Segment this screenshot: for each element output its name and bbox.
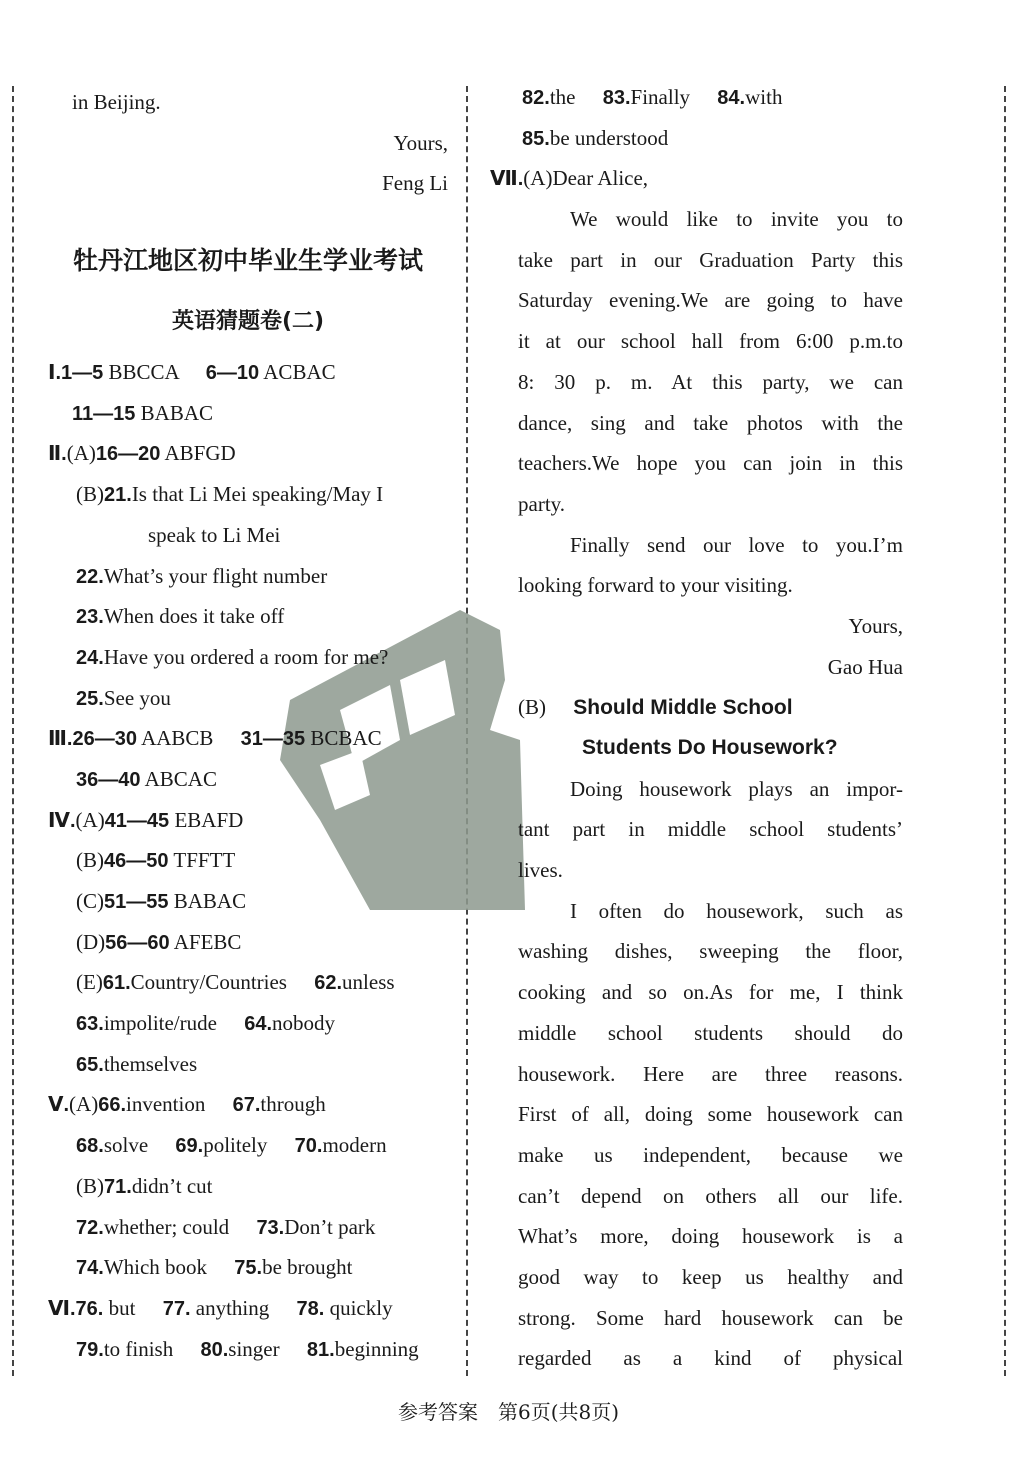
part-label: (B) xyxy=(76,482,104,507)
essay-line: I often do housework, such as xyxy=(570,898,903,923)
item-answer: politely xyxy=(203,1133,268,1158)
section-label: Ⅳ. xyxy=(48,809,76,832)
section-4-part-d xyxy=(48,922,448,963)
item-answer: Have you ordered a room for me? xyxy=(103,644,389,669)
answer-key: BCBAC xyxy=(310,726,382,751)
item-number: 78. xyxy=(296,1297,325,1320)
essay-line: washing dishes, sweeping the floor, xyxy=(518,939,903,964)
item-number: 24. xyxy=(76,646,104,669)
item-answer: whether; could xyxy=(103,1214,230,1239)
item-65 xyxy=(48,1044,448,1085)
item-answer: Which book xyxy=(103,1255,208,1280)
item-answer: invention xyxy=(126,1092,206,1117)
item-number: 73. xyxy=(256,1216,285,1239)
item-number: 76. xyxy=(75,1297,104,1320)
essay-line: What’s more, doing housework is a xyxy=(518,1224,903,1249)
item-number: 82. xyxy=(522,87,550,109)
part-label: (D) xyxy=(76,929,106,954)
item-number: 22. xyxy=(76,565,104,588)
item-answer: When does it take off xyxy=(103,604,285,629)
answer-range: 56—60 xyxy=(105,931,170,954)
essay-line: cooking and so on.As for me, I think xyxy=(518,980,903,1005)
item-answer: through xyxy=(260,1092,326,1117)
exam-subtitle: 英语猜题卷(二) xyxy=(171,309,325,335)
part-label: (A) xyxy=(523,166,553,191)
letter-end-line: in Beijing. xyxy=(72,90,161,114)
item-answer: anything xyxy=(195,1295,270,1320)
right-column xyxy=(490,0,903,1379)
letter-line: it at our school hall from 6:00 p.m.to xyxy=(518,329,903,354)
page-footer: 参考答案 第6页(共8页) xyxy=(397,1400,620,1424)
item-answer: with xyxy=(745,85,783,109)
item-number: 77. xyxy=(162,1297,191,1320)
letter-line: dance, sing and take photos with the xyxy=(518,410,903,435)
essay-line: housework. Here are three reasons. xyxy=(518,1061,903,1086)
section-2-part-a xyxy=(48,433,448,474)
item-answer: be brought xyxy=(262,1255,353,1280)
section-label: Ⅱ. xyxy=(48,443,67,466)
left-column xyxy=(48,0,448,1369)
item-number: 74. xyxy=(76,1257,104,1280)
section-4-part-b xyxy=(48,840,448,881)
item-answer: Finally xyxy=(630,85,691,109)
letter-signature: Gao Hua xyxy=(827,654,903,679)
exam-title: 牡丹江地区初中毕业生学业考试 xyxy=(72,246,423,276)
section-label: Ⅴ. xyxy=(48,1094,70,1117)
item-answer: beginning xyxy=(334,1336,419,1361)
item-number: 62. xyxy=(314,972,343,995)
answer-range: 1—5 xyxy=(61,362,104,385)
answer-key: BABAC xyxy=(173,889,247,913)
item-number: 63. xyxy=(76,1013,104,1036)
column-divider-left xyxy=(12,86,14,1376)
items-68-70 xyxy=(48,1125,448,1166)
item-21-cont: speak to Li Mei xyxy=(148,522,281,547)
section-7-part-a xyxy=(490,158,903,199)
essay-line: tant part in middle school students’ xyxy=(518,817,903,842)
essay-line: First of all, doing some housework can xyxy=(518,1102,903,1127)
answer-range: 31—35 xyxy=(240,728,306,751)
letter-line: Finally send our love to you.I’m xyxy=(570,532,903,557)
items-74-75 xyxy=(48,1247,448,1288)
letter-line: Saturday evening.We are going to have xyxy=(518,288,903,313)
section-3-line-1 xyxy=(48,718,448,759)
item-answer: Is that Li Mei speaking/May I xyxy=(131,482,384,507)
items-82-84 xyxy=(518,77,903,118)
item-answer: be understood xyxy=(549,125,669,150)
item-21 xyxy=(48,474,448,515)
answer-key: AABCB xyxy=(141,726,214,751)
item-number: 85. xyxy=(522,127,550,150)
part-label: (A) xyxy=(75,807,105,832)
item-answer: See you xyxy=(103,685,171,710)
answer-range: 36—40 xyxy=(76,768,141,791)
item-number: 79. xyxy=(76,1338,104,1361)
essay-line: can’t depend on others all our life. xyxy=(518,1183,903,1208)
part-label: (A) xyxy=(66,441,96,466)
item-answer: singer xyxy=(228,1336,280,1361)
section-1-line-2 xyxy=(48,393,448,434)
item-23 xyxy=(48,596,448,637)
section-6-line-1 xyxy=(48,1288,448,1329)
item-number: 71. xyxy=(104,1175,132,1198)
letter-line: 8: 30 p. m. At this party, we can xyxy=(518,369,903,394)
item-24 xyxy=(48,637,448,678)
section-label: Ⅰ. xyxy=(48,362,61,385)
item-answer: Country/Countries xyxy=(130,970,287,995)
item-number: 81. xyxy=(306,1338,335,1361)
part-label: (B) xyxy=(76,848,104,873)
answer-key: ACBAC xyxy=(263,360,336,385)
letter-line: We would like to invite you to xyxy=(570,207,903,232)
answer-key: BABAC xyxy=(140,400,213,425)
item-85 xyxy=(518,118,903,159)
section-5-part-a xyxy=(48,1084,448,1125)
part-label: (C) xyxy=(76,889,104,913)
answer-key: AFEBC xyxy=(173,929,242,954)
section-4-part-c xyxy=(48,881,448,922)
part-label: (A) xyxy=(69,1092,99,1117)
item-number: 70. xyxy=(294,1135,323,1158)
column-divider-right xyxy=(1004,86,1006,1376)
essay-headline-2: Students Do Housework? xyxy=(582,736,838,759)
item-answer: quickly xyxy=(329,1295,393,1320)
section-label: Ⅶ. xyxy=(490,168,524,191)
essay-line: regarded as a kind of physical xyxy=(518,1346,903,1371)
part-label: (B) xyxy=(518,695,546,720)
item-answer: What’s your flight number xyxy=(103,563,328,588)
section-4-part-a xyxy=(48,800,448,841)
essay-headline-1 xyxy=(518,687,903,728)
item-number: 72. xyxy=(76,1216,104,1239)
item-number: 23. xyxy=(76,606,104,629)
item-number: 64. xyxy=(244,1013,273,1036)
item-answer: the xyxy=(549,85,576,109)
section-5-part-b xyxy=(48,1166,448,1207)
item-number: 21. xyxy=(104,484,132,507)
answer-key: ABCAC xyxy=(144,766,217,791)
item-number: 61. xyxy=(102,972,131,995)
item-answer: but xyxy=(108,1295,136,1320)
item-number: 68. xyxy=(76,1135,104,1158)
section-label: Ⅲ. xyxy=(48,728,73,751)
item-22 xyxy=(48,556,448,597)
letter-greeting: Dear Alice, xyxy=(552,166,649,191)
item-answer: nobody xyxy=(272,1011,336,1036)
items-72-73 xyxy=(48,1207,448,1248)
letter-line: teachers.We hope you can join in this xyxy=(518,451,903,476)
item-number: 69. xyxy=(175,1135,204,1158)
answer-range: 16—20 xyxy=(95,443,161,466)
section-label: Ⅵ. xyxy=(48,1297,76,1320)
item-number: 65. xyxy=(76,1053,104,1076)
item-answer: modern xyxy=(322,1133,387,1158)
item-number: 75. xyxy=(234,1257,263,1280)
item-number: 83. xyxy=(602,87,631,109)
part-label: (B) xyxy=(76,1173,104,1198)
answer-key: BBCCA xyxy=(108,360,179,385)
letter-closing: Yours, xyxy=(393,130,448,155)
section-6-line-2 xyxy=(48,1329,448,1370)
essay-line: middle school students should do xyxy=(518,1020,903,1045)
part-label: (E) xyxy=(76,970,103,995)
answer-range: 51—55 xyxy=(104,891,169,913)
answer-range: 26—30 xyxy=(72,728,137,751)
letter-line: party. xyxy=(518,491,566,516)
item-answer: themselves xyxy=(103,1051,198,1076)
essay-line: good way to keep us healthy and xyxy=(518,1264,903,1289)
answer-range: 46—50 xyxy=(104,850,169,873)
essay-line: make us independent, because we xyxy=(518,1142,903,1167)
essay-title: Should Middle School xyxy=(573,696,793,720)
item-number: 80. xyxy=(200,1338,229,1361)
section-3-line-2 xyxy=(48,759,448,800)
item-number: 25. xyxy=(76,687,104,710)
answer-key: ABFGD xyxy=(164,441,236,466)
item-answer: Don’t park xyxy=(284,1214,376,1239)
answer-range: 11—15 xyxy=(72,402,136,425)
item-answer: solve xyxy=(103,1133,149,1158)
essay-line: Doing housework plays an impor- xyxy=(570,776,903,801)
answer-range: 6—10 xyxy=(205,362,260,385)
letter-line: take part in our Graduation Party this xyxy=(518,247,903,272)
item-answer: to finish xyxy=(103,1336,174,1361)
letter-line: looking forward to your visiting. xyxy=(518,573,793,598)
item-number: 66. xyxy=(98,1094,127,1117)
answer-key: TFFTT xyxy=(173,848,236,873)
item-number: 67. xyxy=(232,1094,261,1117)
answer-key: EBAFD xyxy=(174,807,244,832)
item-number: 84. xyxy=(717,87,746,109)
letter-closing: Yours, xyxy=(848,613,903,638)
item-answer: unless xyxy=(342,970,395,995)
answer-range: 41—45 xyxy=(104,809,170,832)
item-25 xyxy=(48,678,448,719)
items-63-64 xyxy=(48,1003,448,1044)
item-answer: didn’t cut xyxy=(131,1173,213,1198)
section-4-part-e xyxy=(48,962,448,1003)
essay-line: strong. Some hard housework can be xyxy=(518,1305,903,1330)
section-1-line-1 xyxy=(48,352,448,393)
essay-line: lives. xyxy=(518,858,563,883)
letter-signature: Feng Li xyxy=(382,171,448,196)
item-answer: impolite/rude xyxy=(103,1011,217,1036)
